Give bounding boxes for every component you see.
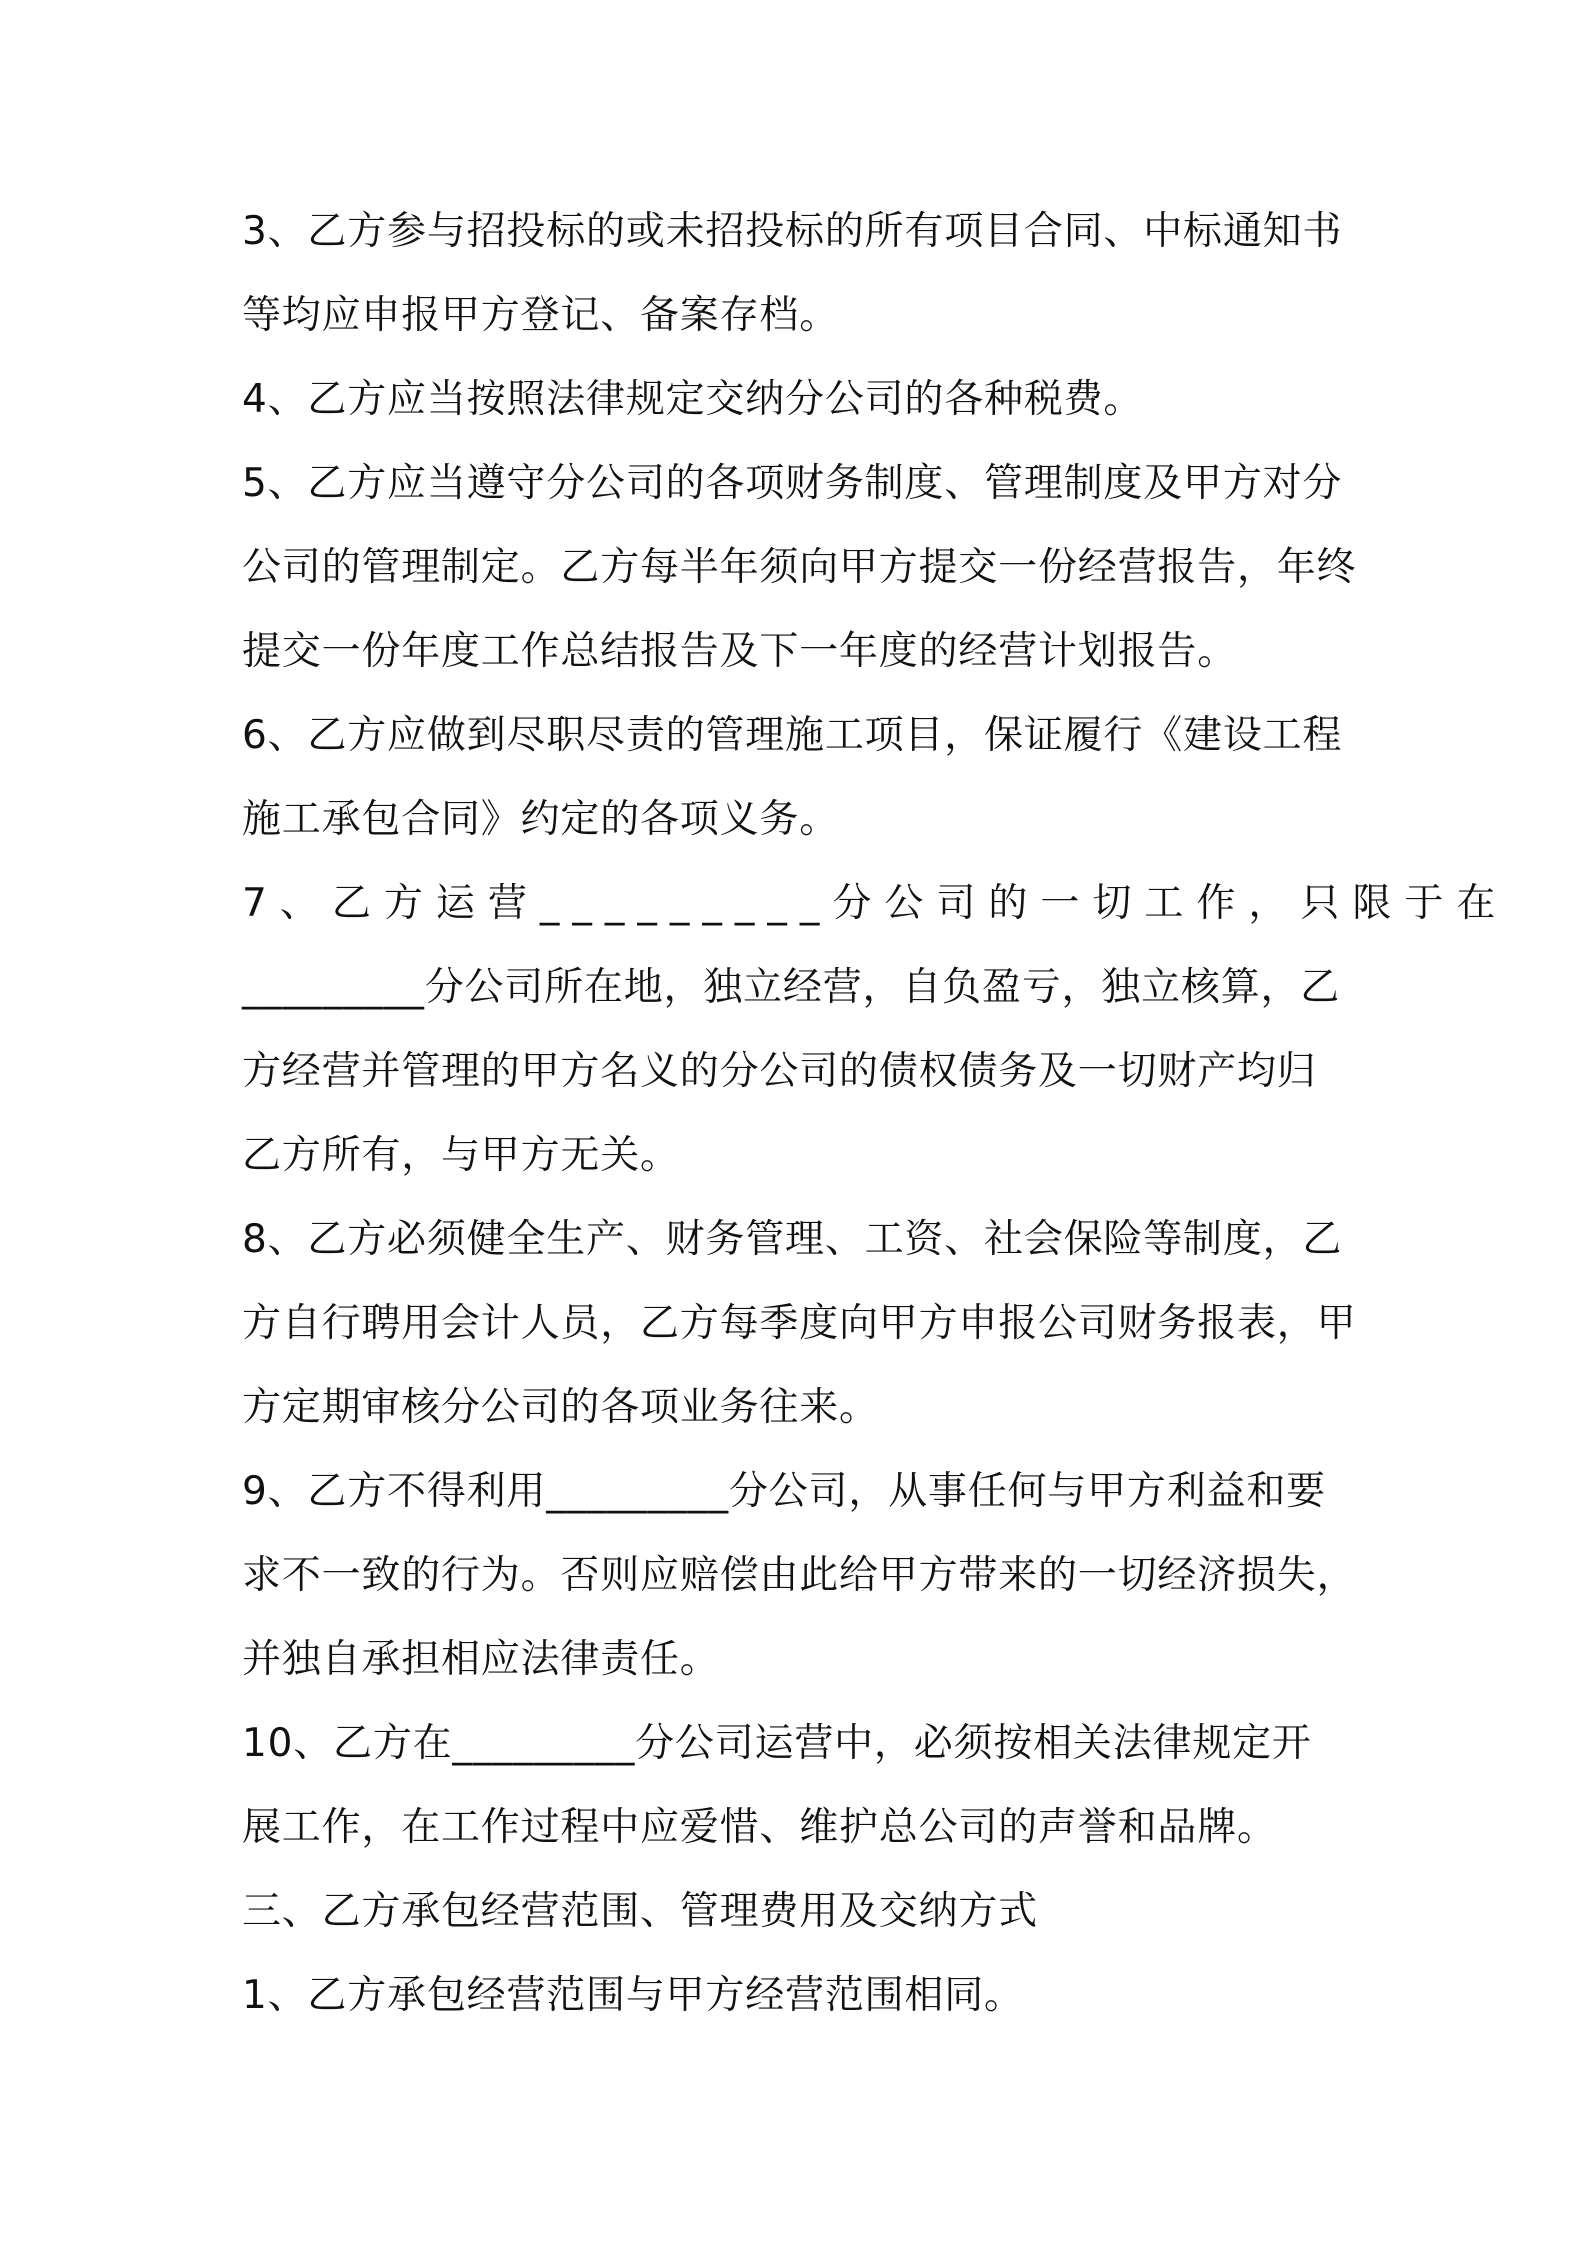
text-line: 4、乙方应当按照法律规定交纳分公司的各种税费。 (242, 377, 1144, 422)
text-line: 3、乙方参与招投标的或未招投标的所有项目合同、中标通知书 (242, 209, 1343, 254)
paragraph-item-7 (242, 862, 1509, 1198)
text-line: 求不一致的行为。否则应赔偿由此给甲方带来的一切经济损失， (242, 1553, 1357, 1598)
text-line: 方定期审核分公司的各项业务往来。 (242, 1385, 879, 1430)
text-line: 6、乙方应做到尽职尽责的管理施工项目，保证履行《建设工程 (242, 713, 1343, 758)
document-body (242, 190, 1509, 2038)
text-line: 施工承包合同》约定的各项义务。 (242, 797, 840, 842)
paragraph-item-s3-1 (242, 1954, 1352, 2038)
text-line: 8、乙方必须健全生产、财务管理、工资、社会保险等制度，乙 (242, 1217, 1343, 1262)
text-line: 提交一份年度工作总结报告及下一年度的经营计划报告。 (242, 629, 1238, 674)
paragraph-item-8 (242, 1198, 1357, 1450)
paragraph-item-5 (242, 442, 1357, 694)
text-line: 乙方所有，与甲方无关。 (242, 1133, 680, 1178)
section-heading-3 (242, 1870, 1352, 1954)
text-line: 5、乙方应当遵守分公司的各项财务制度、管理制度及甲方对分 (242, 461, 1343, 506)
text-line: 等均应申报甲方登记、备案存档。 (242, 293, 840, 338)
text-line: 9、乙方不得利用_________分公司，从事任何与甲方利益和要 (242, 1469, 1326, 1514)
text-line: 1、乙方承包经营范围与甲方经营范围相同。 (242, 1973, 1024, 2018)
text-line: _________分公司所在地，独立经营，自负盈亏，独立核算，乙 (242, 965, 1341, 1010)
text-line: 展工作，在工作过程中应爱惜、维护总公司的声誉和品牌。 (242, 1805, 1277, 1850)
paragraph-item-9 (242, 1450, 1357, 1702)
paragraph-item-3 (242, 190, 1352, 358)
paragraph-item-10 (242, 1702, 1352, 1870)
paragraph-item-6 (242, 694, 1352, 862)
text-line: 公司的管理制定。乙方每半年须向甲方提交一份经营报告，年终 (242, 545, 1357, 590)
text-line: 方自行聘用会计人员，乙方每季度向甲方申报公司财务报表，甲 (242, 1301, 1357, 1346)
section-heading-text: 三、乙方承包经营范围、管理费用及交纳方式 (242, 1889, 1039, 1934)
text-line: 并独自承担相应法律责任。 (242, 1637, 720, 1682)
text-line: 方经营并管理的甲方名义的分公司的债权债务及一切财产均归 (242, 1049, 1317, 1094)
text-line: 7、乙方运营_________分公司的一切工作，只限于在 (242, 881, 1509, 926)
text-line: 10、乙方在_________分公司运营中，必须按相关法律规定开 (242, 1721, 1312, 1766)
paragraph-item-4 (242, 358, 1352, 442)
